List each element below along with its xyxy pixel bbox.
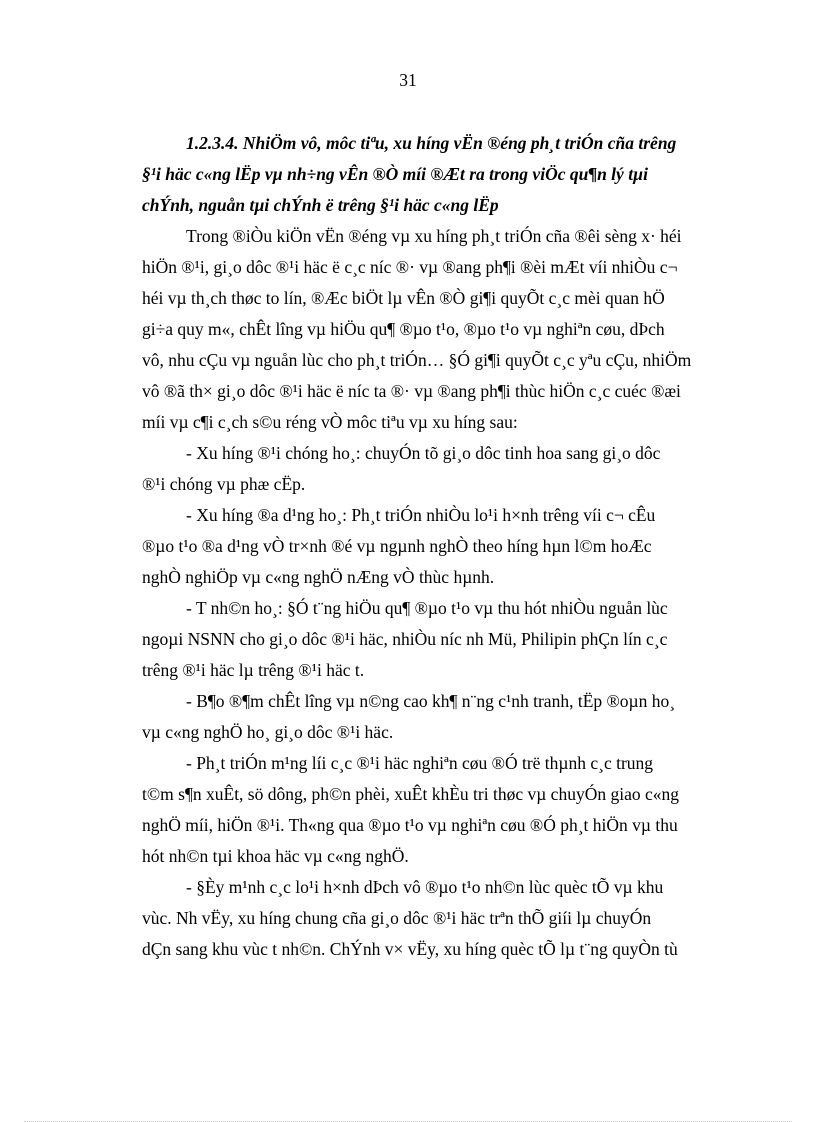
paragraph-line: - Ph¸t triÓn m¹ng líi c¸c ®¹i häc nghiªn cøu ®Ó trë thµnh c¸c trung bbox=[186, 753, 654, 773]
paragraph-line: dÇn sang khu vùc t nh©n. ChÝnh v× vËy, xu híng quèc tÕ lµ t¨ng quyÒn tù bbox=[142, 939, 678, 959]
paragraph-line: ®¹i chóng vµ phæ cËp. bbox=[142, 474, 306, 494]
paragraph-line: vô, nhu cÇu vµ nguån lùc cho ph¸t triÓn… §Ó gi¶i quyÕt c¸c yªu cÇu, nhiÖm bbox=[142, 350, 692, 370]
paragraph-research-network bbox=[142, 748, 770, 872]
paragraph-line: hót nh©n tµi khoa häc vµ c«ng nghÖ. bbox=[142, 846, 409, 866]
paragraph-line: vµ c«ng nghÖ ho¸ gi¸o dôc ®¹i häc. bbox=[142, 722, 394, 742]
heading-line: §¹i häc c«ng lËp vµ nh÷ng vÊn ®Ò míi ®Æt ra trong viÖc qu¶n lý tµi bbox=[142, 164, 648, 184]
paragraph-line: gi÷a quy m«, chÊt lîng vµ hiÖu qu¶ ®µo t¹o, ®µo t¹o vµ nghiªn cøu, dÞch bbox=[142, 319, 665, 339]
paragraph-line: míi vµ c¶i c¸ch s©u réng vÒ môc tiªu vµ xu híng sau: bbox=[142, 412, 518, 432]
body-text bbox=[142, 128, 770, 965]
paragraph-quality bbox=[142, 686, 770, 748]
paragraph-line: - §Èy m¹nh c¸c lo¹i h×nh dÞch vô ®µo t¹o nh©n lùc quèc tÕ vµ khu bbox=[186, 877, 664, 897]
paragraph-massification bbox=[142, 438, 770, 500]
paragraph-line: - T nh©n ho¸: §Ó t¨ng hiÖu qu¶ ®µo t¹o vµ thu hót nhiÒu nguån lùc bbox=[186, 598, 668, 618]
paragraph-line: - Xu híng ®¹i chóng ho¸: chuyÓn tõ gi¸o dôc tinh hoa sang gi¸o dôc bbox=[186, 443, 661, 463]
paragraph-line: trêng ®¹i häc lµ trêng ®¹i häc t. bbox=[142, 660, 365, 680]
paragraph-line: t©m s¶n xuÊt, sö dông, ph©n phèi, xuÊt khÈu tri thøc vµ chuyÓn giao c«ng bbox=[142, 784, 679, 804]
heading-line: chÝnh, nguån tµi chÝnh ë trêng §¹i häc c«ng lËp bbox=[142, 195, 499, 215]
paragraph-line: nghÖ míi, hiÖn ®¹i. Th«ng qua ®µo t¹o vµ nghiªn cøu ®Ó ph¸t hiÖn vµ thu bbox=[142, 815, 678, 835]
paragraph-line: - B¶o ®¶m chÊt lîng vµ n©ng cao kh¶ n¨ng c¹nh tranh, tËp ®oµn ho¸ bbox=[186, 691, 676, 711]
paragraph-diversification bbox=[142, 500, 770, 593]
paragraph-line: Trong ®iÒu kiÖn vËn ®éng vµ xu híng ph¸t triÓn cña ®êi sèng x· héi bbox=[186, 226, 682, 246]
page-bottom-rule bbox=[24, 1121, 792, 1122]
paragraph-line: ®µo t¹o ®a d¹ng vÒ tr×nh ®é vµ ngµnh nghÒ theo híng hµn l©m hoÆc bbox=[142, 536, 652, 556]
paragraph-line: ngoµi NSNN cho gi¸o dôc ®¹i häc, nhiÒu níc nh Mü, Philipin phÇn lín c¸c bbox=[142, 629, 668, 649]
heading-line: 1.2.3.4. NhiÖm vô, môc tiªu, xu híng vËn ®éng ph¸t triÓn cña trêng bbox=[186, 133, 677, 153]
paragraph-line: vô ®ã th× gi¸o dôc ®¹i häc ë níc ta ®· vµ ®ang ph¶i thùc hiÖn c¸c cuéc ®æi bbox=[142, 381, 681, 401]
section-heading bbox=[142, 128, 770, 221]
paragraph-intro bbox=[142, 221, 770, 438]
paragraph-line: hiÖn ®¹i, gi¸o dôc ®¹i häc ë c¸c níc ®· vµ ®ang ph¶i ®èi mÆt víi nhiÒu c¬ bbox=[142, 257, 678, 277]
paragraph-line: héi vµ th¸ch thøc to lín, ®Æc biÖt lµ vÊn ®Ò gi¶i quyÕt c¸c mèi quan hÖ bbox=[142, 288, 665, 308]
paragraph-privatization bbox=[142, 593, 770, 686]
paragraph-line: nghÒ nghiÖp vµ c«ng nghÖ nÆng vÒ thùc hµnh. bbox=[142, 567, 495, 587]
page-number: 31 bbox=[399, 70, 417, 90]
paragraph-line: - Xu híng ®a d¹ng ho¸: Ph¸t triÓn nhiÒu lo¹i h×nh trêng víi c¬ cÊu bbox=[186, 505, 656, 525]
paragraph-line: vùc. Nh vËy, xu híng chung cña gi¸o dôc ®¹i häc trªn thÕ giíi lµ chuyÓn bbox=[142, 908, 652, 928]
paragraph-international bbox=[142, 872, 770, 965]
